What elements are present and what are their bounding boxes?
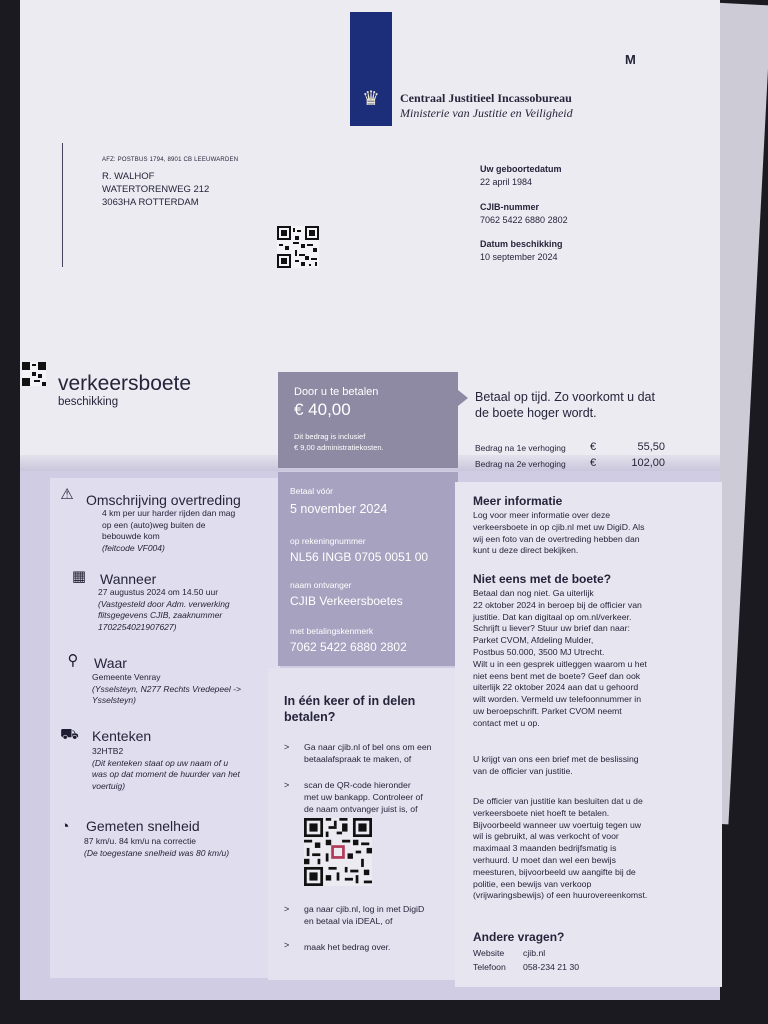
- ways-item-line: de naam ontvanger juist is, of: [304, 803, 418, 814]
- ways-item-4: [304, 942, 390, 954]
- ways-item-line: maak het bedrag over.: [304, 942, 391, 952]
- amount-label: Door u te betalen: [294, 386, 379, 398]
- ways-item-line: Ga naar cjib.nl of bel ons om een: [304, 742, 432, 752]
- second-increase-label: Bedrag na 2e verhoging: [475, 459, 566, 469]
- recipient-city: 3063HA ROTTERDAM: [102, 197, 199, 208]
- plate-note: was op dat moment de huurder van het: [92, 769, 240, 779]
- info-line: verhuurd. U moet dan wel een bewijs: [473, 854, 616, 865]
- speed-block: [84, 836, 229, 859]
- recipient-name: R. WALHOF: [102, 171, 155, 182]
- address-divider: [62, 143, 63, 267]
- decision-letter-text: [473, 754, 639, 778]
- info-line: wil is gebruikt, al was verkocht of voor: [473, 831, 619, 842]
- info-line: De officier van justitie kan besluiten dat u de: [473, 796, 643, 806]
- ways-item-line: betaalafspraak te maken, of: [304, 753, 412, 764]
- info-line: wij een foto van de overtreding hebben dan: [473, 533, 640, 544]
- when-note: (Vastgesteld door Adm. verwerking: [98, 598, 230, 609]
- offense-description: [102, 508, 235, 554]
- info-line: van de officier van justitie.: [473, 765, 573, 776]
- info-line: Betaal dan nog niet. Ga uiterlijk: [473, 588, 594, 598]
- birthdate-label: Uw geboortedatum: [480, 164, 562, 174]
- info-line: (vrijwaringsbewijs) of een huurovereenkomst.: [473, 890, 648, 901]
- speed-note: (De toegestane snelheid was 80 km/u): [84, 847, 230, 858]
- offense-line: op een (auto)weg buiten de: [102, 519, 206, 530]
- reference-label: met betalingskenmerk: [290, 626, 374, 636]
- info-line: Schrijft u liever? Stuur uw brief dan naar:: [473, 623, 630, 634]
- when-note: 1702254021907627): [98, 621, 177, 632]
- plate-note: voertuig): [92, 780, 126, 791]
- offense-line: bebouwde kom: [102, 531, 160, 541]
- ways-item-line: ga naar cjib.nl, log in met DigiD: [304, 904, 425, 914]
- info-line: meesturen, bijvoorbeeld uw aangifte bij de: [473, 866, 636, 877]
- offense-code: (feitcode VF004): [102, 542, 165, 553]
- amount-arrow: [458, 390, 468, 406]
- ministry-name: Ministerie van Justitie en Veiligheid: [400, 106, 573, 120]
- cjib-number-label: CJIB-nummer: [480, 202, 540, 212]
- document-title: verkeersboete: [58, 372, 192, 395]
- where-note: (Ysselsteyn, N277 Rechts Vredepeel ->: [92, 683, 241, 694]
- info-line: justitie. Dat kan digitaal op om.nl/verkeer.: [473, 611, 632, 622]
- first-increase-amount: 55,50: [637, 441, 665, 453]
- info-line: Postbus 50.000, 3500 MJ Utrecht.: [473, 646, 605, 657]
- where-note: Ysselsteyn): [92, 695, 136, 705]
- when-note: flitsgegevens CJIB, zaaknummer: [98, 610, 223, 620]
- information-box: [455, 482, 722, 987]
- info-line: niet eens bent met de boete? Geef dan ook: [473, 670, 641, 681]
- ways-item-1: [304, 742, 432, 766]
- disagree-text: [473, 588, 647, 730]
- ways-item-2: [304, 780, 423, 815]
- info-line: U krijgt van ons een brief met de beslissing: [473, 754, 639, 764]
- account-number: NL56 INGB 0705 0051 00: [290, 550, 429, 564]
- disagree-heading: Niet eens met de boete?: [473, 572, 612, 586]
- amount-box: [278, 372, 458, 468]
- qr-code-small: [277, 226, 319, 268]
- speed-value: 87 km/u. 84 km/u na correctie: [84, 836, 196, 846]
- ways-item-line: met uw bankapp. Controleer of: [304, 791, 423, 802]
- org-name: Centraal Justitieel Incassobureau: [400, 91, 572, 105]
- phone-number[interactable]: 058-234 21 30: [523, 962, 580, 972]
- map-pin-icon: ⚲: [67, 652, 79, 669]
- info-line: contact met u op.: [473, 717, 540, 728]
- amount-value: € 40,00: [294, 400, 351, 419]
- due-date: 5 november 2024: [290, 502, 388, 516]
- website-label: Website: [473, 948, 505, 958]
- cancel-text: [473, 796, 647, 902]
- plate-note: (Dit kenteken staat op uw naam of u: [92, 757, 229, 768]
- receiver-name: CJIB Verkeersboetes: [290, 594, 403, 608]
- letter-code: M: [625, 52, 636, 67]
- info-line: Bijvoorbeeld wanneer uw voertuig tegen uw: [473, 819, 642, 830]
- payment-reference: 7062 5422 6880 2802: [290, 640, 407, 654]
- payment-details-box: [278, 472, 458, 666]
- return-address: AFZ: POSTBUS 1794, 8901 CB LEEUWARDEN: [102, 157, 239, 163]
- payment-qr-code[interactable]: [304, 818, 372, 886]
- phone-label: Telefoon: [473, 962, 506, 972]
- where-block: [92, 672, 241, 707]
- amount-note-2: € 9,00 administratiekosten.: [294, 443, 384, 452]
- more-info-text: [473, 510, 644, 557]
- offense-heading: Omschrijving overtreding: [86, 492, 241, 508]
- ways-heading-1: In één keer of in delen: [284, 694, 416, 708]
- due-label: Betaal vóór: [290, 486, 333, 496]
- ways-item-3: [304, 904, 424, 928]
- ways-item-line: en betaal via iDEAL, of: [304, 915, 393, 926]
- speed-heading: Gemeten snelheid: [86, 818, 200, 834]
- recipient-address: [102, 170, 209, 209]
- info-line: wilt worden. Vermeld uw telefoonnummer in: [473, 694, 642, 705]
- amount-note-1: Dit bedrag is inclusief: [294, 432, 366, 441]
- decision-date-value: 10 september 2024: [480, 252, 558, 262]
- warning-line-1: Betaal op tijd. Zo voorkomt u dat: [475, 390, 655, 404]
- when-block: [98, 587, 230, 633]
- bullet-arrow-icon: >: [284, 940, 290, 950]
- info-line: uiterlijk 22 oktober 2024 aan dat u gehoord: [473, 682, 639, 693]
- info-line: maximaal 3 maanden bedrijfsmatig is: [473, 843, 617, 854]
- receiver-label: naam ontvanger: [290, 580, 352, 590]
- where-value: Gemeente Venray: [92, 672, 161, 682]
- bullet-arrow-icon: >: [284, 742, 290, 752]
- bullet-arrow-icon: >: [284, 904, 290, 914]
- more-info-heading: Meer informatie: [473, 494, 563, 508]
- first-increase-currency: €: [590, 441, 597, 453]
- warning-line-2: de boete hoger wordt.: [475, 406, 597, 420]
- second-increase-amount: 102,00: [631, 457, 665, 469]
- recipient-street: WATERTORENWEG 212: [102, 184, 210, 195]
- qr-code-tiny: [22, 362, 46, 386]
- ways-heading-2: betalen?: [284, 710, 336, 724]
- other-questions-heading: Andere vragen?: [473, 930, 565, 944]
- info-line: verkeersboete in op cjib.nl met uw DigiD. Als: [473, 521, 645, 532]
- account-label: op rekeningnummer: [290, 536, 366, 546]
- info-line: uw beroepschrift. Parket CVOM neemt: [473, 705, 622, 716]
- when-heading: Wanneer: [100, 571, 157, 587]
- info-line: politie, een bewijs van verkoop: [473, 878, 592, 889]
- plate-value: 32HTB2: [92, 746, 124, 756]
- ways-item-line: scan de QR-code hieronder: [304, 780, 411, 790]
- cjib-number-value: 7062 5422 6880 2802: [480, 215, 568, 225]
- info-line: verkeersboete niet hoeft te betalen.: [473, 807, 610, 818]
- plate-heading: Kenteken: [92, 728, 152, 744]
- bullet-arrow-icon: >: [284, 780, 290, 790]
- info-line: Log voor meer informatie over deze: [473, 510, 611, 520]
- offense-details-box: [50, 478, 280, 978]
- first-increase-label: Bedrag na 1e verhoging: [475, 443, 566, 453]
- calendar-icon: ▦: [71, 568, 87, 585]
- fine-letter: [20, 0, 720, 1000]
- warning-triangle-icon: ⚠: [60, 486, 74, 503]
- offense-line: 4 km per uur harder rijden dan mag: [102, 508, 236, 518]
- decision-date-label: Datum beschikking: [480, 239, 563, 249]
- coat-of-arms-icon: ♛: [362, 88, 380, 110]
- birthdate-value: 22 april 1984: [480, 177, 533, 187]
- info-line: Parket CVOM, Afdeling Mulder,: [473, 635, 594, 646]
- plate-block: [92, 746, 240, 792]
- when-value: 27 augustus 2024 om 14.50 uur: [98, 587, 219, 597]
- second-increase-currency: €: [590, 457, 597, 469]
- website-link[interactable]: cjib.nl: [523, 948, 546, 958]
- document-subtitle: beschikking: [58, 396, 119, 408]
- speedometer-icon: ◔: [60, 818, 70, 835]
- info-line: kunt u deze direct bekijken.: [473, 545, 579, 556]
- info-line: 22 oktober 2024 in beroep bij de officier van: [473, 599, 642, 610]
- where-heading: Waar: [94, 655, 127, 671]
- info-line: Wilt u in een gesprek uitleggen waarom u het: [473, 658, 647, 669]
- car-icon: ⛟: [60, 726, 79, 743]
